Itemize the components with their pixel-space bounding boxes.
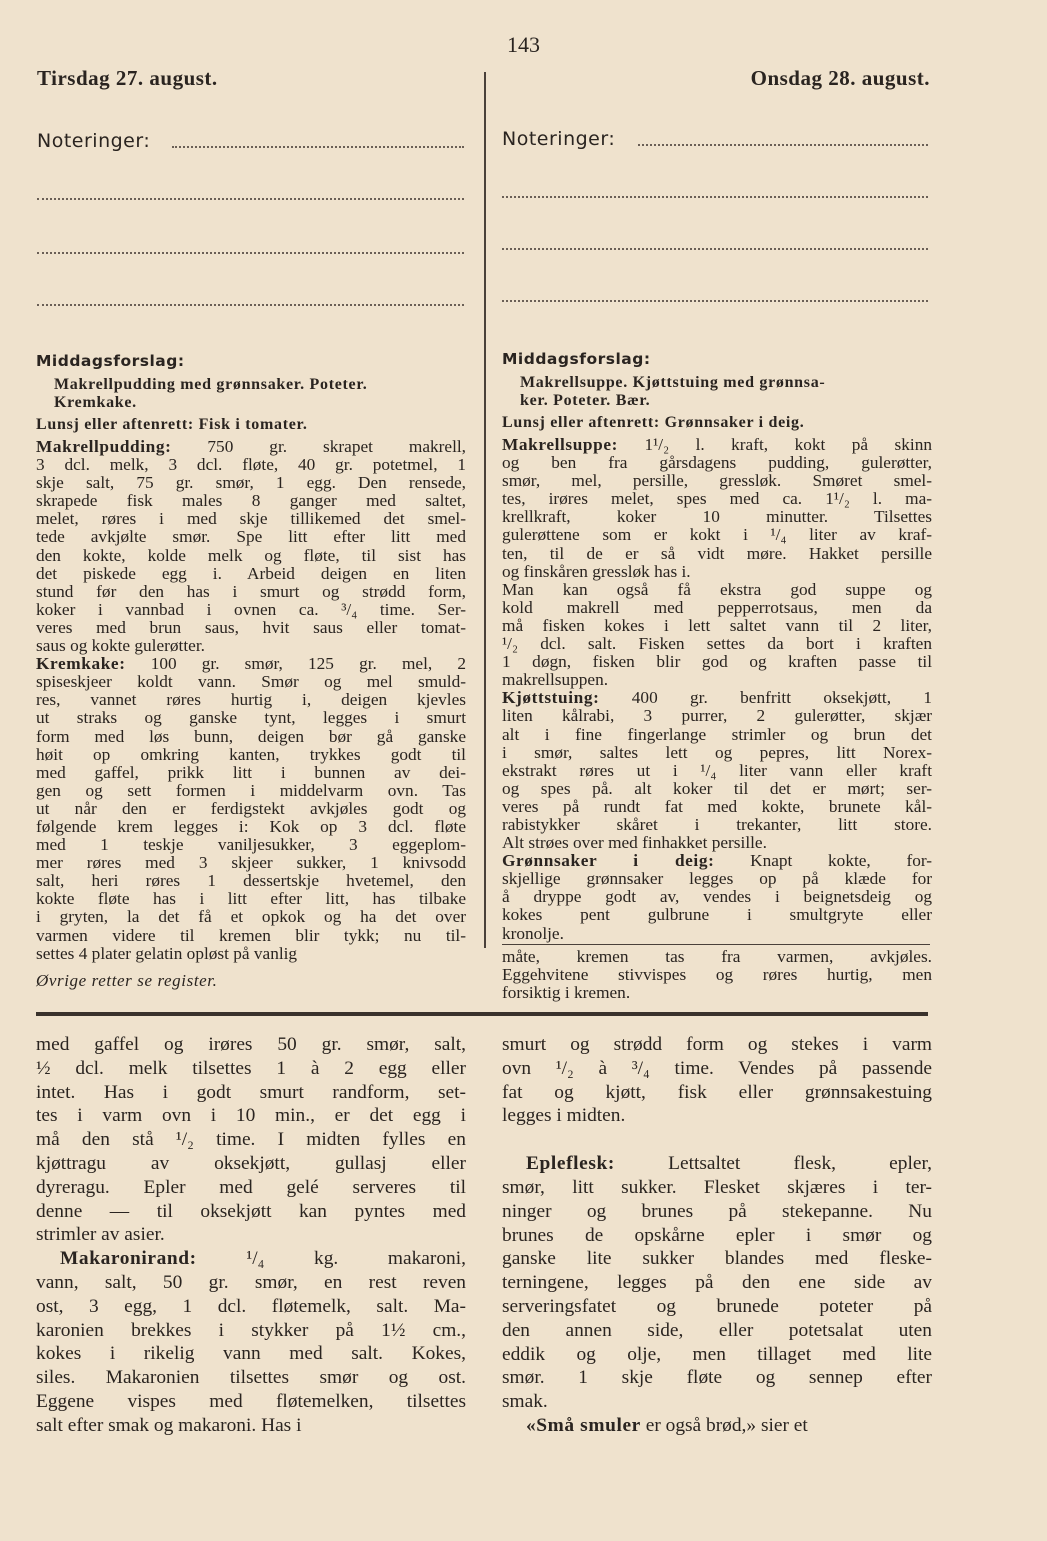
day-heading-right: Onsdag 28. august. (750, 66, 930, 90)
text-line: gulerøttene som er kokt i ¹/₄ liter av kraf- (502, 525, 932, 545)
text-line: Kjøttstuing: 400 gr. benfritt oksekjøtt, 1 (502, 688, 932, 708)
text-line: spiseskjeer koldt vann. Smør og mel smuld- (36, 672, 466, 692)
page-number: 143 (507, 32, 540, 57)
text-line: strimler av asier. (36, 1224, 165, 1246)
text-line: melet, røres i med skje tillikemed det smel- (36, 509, 466, 529)
text-line: settes 4 plater gelatin opløst på vanlig (36, 943, 298, 963)
recipe-text-left (36, 438, 466, 963)
recipe-name: Epleflesk: (526, 1153, 615, 1175)
text-line: veres på rundt fat med kokte, brunete kål- (502, 796, 932, 816)
menu-line-left-1: Makrellpudding med grønnsaker. Poteter. (54, 376, 368, 393)
text-line: salt efter smak og makaroni. Has i (36, 1414, 302, 1436)
text-line: med gaffel og irøres 50 gr. smør, salt, (36, 1034, 466, 1055)
section-title-left: Middagsforslag: (36, 352, 185, 370)
text-line: smør, mel, persille, gressløk. Smøret smel- (502, 471, 932, 491)
recipe-name: Kremkake: (36, 654, 126, 674)
recipe-name: Grønnsaker i deig: (502, 851, 715, 871)
continuation-line: forsiktig i kremen. (502, 983, 631, 1003)
text-line: smør, litt sukker. Flesket skjæres i ter- (502, 1176, 932, 1198)
column-divider (484, 72, 486, 948)
text-line: ut straks og ganske tynt, legges i smurt (36, 708, 466, 728)
text-line: res, vannet røres hurtig i, deigen kjevles (36, 690, 466, 710)
text-line: 1 døgn, fisken blir god og kraften passe til (502, 652, 932, 672)
text-line: og spes på. alt koker til det er mørt; ser- (502, 778, 932, 798)
text-line: dyreragu. Epler med gelé serveres til (36, 1176, 466, 1198)
text-line: skje salt, 75 gr. smør, 1 egg. Den rensede, (36, 473, 466, 493)
menu-line-right-1: Makrellsuppe. Kjøttstuing med grønnsa- (520, 374, 826, 391)
text-line: liten kålrabi, 3 purrer, 2 gulerøtter, skjær (502, 706, 932, 726)
text-line: terningene, legges på den ene side av (502, 1272, 932, 1294)
text-line: vann, salt, 50 gr. smør, en rest reven (36, 1271, 466, 1293)
text-line: smurt og strødd form og stekes i varm (502, 1034, 932, 1055)
text-line: varmen videre til kremen blir tykk; nu til- (36, 925, 466, 945)
text-line: kronolje. (502, 923, 564, 943)
text-line: salt, heri røres 1 dessertskje hvetemel, den (36, 871, 466, 891)
text-line: kokte fløte has i litt efter litt, has tilbake (36, 889, 466, 909)
text-line: stund før den has i smurt og strødd form, (36, 581, 466, 601)
text-line: Eggene vispes med fløtemelken, tilsettes (36, 1390, 466, 1412)
text-line: siles. Makaronien tilsettes smør og ost. (36, 1367, 466, 1389)
text-line: å dryppe godt av, vendes i beignetsdeig og (502, 887, 932, 907)
text-line: Makrellsuppe: 1¹/₂ l. kraft, kokt på skinn (502, 435, 932, 454)
text-line: fat og kjøtt, fisk eller grønnsakestuing (502, 1081, 932, 1103)
lunch-line-left: Lunsj eller aftenrett: Fisk i tomater. (36, 416, 308, 433)
text-line: kokes i rikelig vann med salt. Kokes, (36, 1343, 466, 1365)
text-line: ½ dcl. melk tilsettes 1 à 2 egg eller (36, 1057, 466, 1079)
text-line: mer røres med 3 skjeer sukker, 1 knivsodd (36, 853, 466, 873)
text-line: det piskede egg i. Arbeid deigen en liten (36, 563, 466, 583)
text-line: brunes de opskårne epler i smør og (502, 1224, 932, 1246)
page-divider (36, 1012, 928, 1016)
text-line: i smør, saltes lett og pepres, litt Norex- (502, 742, 932, 762)
notes-line-right-2 (502, 194, 928, 198)
continuation-line: måte, kremen tas fra varmen, avkjøles. (502, 947, 932, 966)
text-line: Kremkake: 100 gr. smør, 125 gr. mel, 2 (36, 654, 466, 674)
bottom-left-text (36, 1033, 466, 1438)
recipe-text-right (502, 436, 932, 943)
text-line: i gryten, la det få et opkok og ha det over (36, 907, 466, 927)
text-line: ut når den er ferdigstekt avkjøles godt og (36, 798, 466, 818)
text-line: den annen side, eller potetsalat uten (502, 1319, 932, 1341)
notes-line-left-4 (37, 302, 464, 306)
text-line: og ben fra gårsdagens pudding, gulerøtter, (502, 453, 932, 473)
right-column (502, 350, 932, 943)
text-line: ganske lite sukker blandes med fleske- (502, 1248, 932, 1270)
text-line: makrellsuppen. (502, 670, 609, 690)
text-line: tes i varm ovn i 10 min., er det egg i (36, 1105, 466, 1127)
continuation-divider (502, 944, 930, 945)
notes-line-right-3 (502, 246, 928, 250)
notes-label-left: Noteringer: (37, 130, 151, 152)
text-line: rabistykker skåret i trekanter, litt store. (502, 814, 932, 834)
text-line: alt i fine fingerlange strimler og brun det (502, 724, 932, 744)
section-title-right: Middagsforslag: (502, 350, 651, 368)
text-line: og finskåren gressløk has i. (502, 561, 691, 581)
notes-label-right: Noteringer: (502, 128, 616, 150)
text-line: ¹/₂ dcl. salt. Fisken settes da bort i kraften (502, 634, 932, 654)
text-line: Epleflesk: Lettsaltet flesk, epler, (526, 1153, 932, 1175)
text-line: legges i midten. (502, 1105, 626, 1127)
text-line: må den stå ¹/₂ time. I midten fylles en (36, 1129, 466, 1151)
text-line: ten, til de er så vidt møre. Hakket persille (502, 543, 932, 563)
text-line: saus og kokte gulerøtter. (36, 636, 205, 656)
text-line: serveringsfatet og brunede poteter på (502, 1295, 932, 1317)
text-line: med gaffel, prikk litt i bunnen av dei- (36, 762, 466, 782)
lunch-line-right: Lunsj eller aftenrett: Grønnsaker i deig. (502, 414, 805, 431)
text-line: skrapede fisk males 8 ganger med saltet, (36, 491, 466, 511)
text-line: krellkraft, koker 10 minutter. Tilsettes (502, 507, 932, 527)
text-line: kokes pent gulbrune i smultgryte eller (502, 905, 932, 925)
text-line: gen og sett formen i middelvarm ovn. Tas (36, 780, 466, 800)
menu-line-left-2: Kremkake. (54, 394, 137, 411)
text-line: intet. Has i godt smurt randform, set- (36, 1081, 466, 1103)
text-line: kjøttragu av oksekjøtt, gullasj eller (36, 1152, 466, 1174)
text-line: koker i vannbad i ovnen ca. ³/₄ time. Ser- (36, 599, 466, 619)
continuation-text (502, 948, 932, 1002)
text-line: form med løs bunn, deigen bør gå ganske (36, 726, 466, 746)
text-line: må fisken kokes i lett saltet vann til 2 liter, (502, 615, 932, 635)
text-line: Man kan også få ekstra god suppe og (502, 579, 932, 599)
text-line: veres med brun saus, hvit saus eller tomat- (36, 617, 466, 637)
text-line: Grønnsaker i deig: Knapt kokte, for- (502, 851, 933, 871)
text-line: smør. 1 skje fløte og sennep efter (502, 1367, 932, 1389)
text-line: kold makrell med pepperrotsaus, men da (502, 597, 932, 617)
menu-line-right-2: ker. Poteter. Bær. (520, 392, 651, 409)
footer-note: Øvrige retter se register. (36, 970, 218, 990)
recipe-name: Makrellsuppe: (502, 435, 618, 454)
recipe-name: Makrellpudding: (36, 437, 172, 456)
text-line: karonien brekkes i stykker på 1½ cm., (36, 1319, 466, 1341)
text-line: «Små smuler er også brød,» sier et (526, 1414, 808, 1436)
notes-line-left-1 (172, 144, 464, 148)
text-line: ninger og brunes på stekepanne. Nu (502, 1200, 932, 1222)
text-line: Makrellpudding: 750 gr. skrapet makrell, (36, 437, 466, 456)
notes-line-left-2 (37, 196, 464, 200)
paragraph-gap (502, 1128, 932, 1152)
notes-line-right-4 (502, 298, 928, 302)
recipe-name: Makaronirand: (60, 1248, 197, 1270)
text-line: ost, 3 egg, 1 dcl. fløtemelk, salt. Ma- (36, 1295, 466, 1317)
text-line: høit op omkring kanten, trykkes godt til (36, 744, 466, 764)
text-line: 3 dcl. melk, 3 dcl. fløte, 40 gr. potetmel, 1 (36, 455, 466, 475)
bottom-right-text (502, 1033, 932, 1438)
continuation-line: Eggehvitene stivvispes og røres hurtig, men (502, 965, 932, 985)
text-line: med 1 teskje vaniljesukker, 3 eggeplom- (36, 835, 466, 855)
text-line: denne — til oksekjøtt kan pyntes med (36, 1200, 466, 1222)
text-line: ekstrakt røres ut i ¹/₄ liter vann eller kraft (502, 760, 932, 780)
text-line: smak. (502, 1391, 548, 1413)
text-line: den kokte, kolde melk og fløte, til sist has (36, 545, 466, 565)
text-line: tede avkjølte smør. Spe litt efter litt med (36, 527, 466, 547)
recipe-name: «Små smuler (526, 1414, 641, 1436)
text-line: tes, irøres melet, spes med ca. 1¹/₂ l. ma- (502, 489, 932, 509)
text-line: følgende krem legges i: Kok op 3 dcl. fløte (36, 816, 466, 836)
text-line: ovn ¹/₂ à ³/₄ time. Vendes på passende (502, 1057, 932, 1079)
notes-line-left-3 (37, 250, 464, 254)
day-heading-left: Tirsdag 27. august. (37, 66, 218, 90)
notes-line-right-1 (638, 142, 928, 146)
recipe-name: Kjøttstuing: (502, 688, 600, 708)
text-line: Makaronirand: ¹/₄ kg. makaroni, (60, 1248, 466, 1270)
left-column (36, 352, 466, 991)
text-line: skjellige grønnsaker legges op på klæde for (502, 869, 932, 889)
text-line: eddik og olje, men tillaget med lite (502, 1343, 932, 1365)
text-line: Alt strøes over med finhakket persille. (502, 833, 767, 853)
